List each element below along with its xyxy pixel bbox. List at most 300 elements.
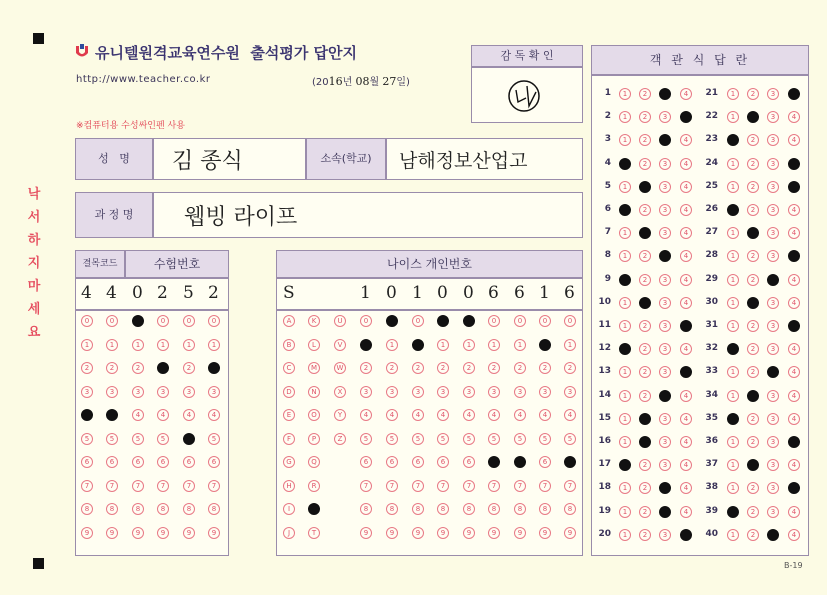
nice-letter-bubble[interactable]: N	[308, 386, 320, 398]
exam-digit-bubble[interactable]: 2	[81, 362, 93, 374]
nice-digit-bubble[interactable]: 5	[514, 433, 526, 445]
nice-letter-bubble[interactable]: P	[308, 433, 320, 445]
exam-digit-bubble[interactable]: 1	[183, 339, 195, 351]
nice-digit-bubble[interactable]	[437, 315, 449, 327]
nice-letter-bubble[interactable]: R	[308, 480, 320, 492]
answer-bubble[interactable]: 3	[767, 413, 779, 425]
exam-digit-bubble[interactable]: 6	[208, 456, 220, 468]
nice-digit-bubble[interactable]: 1	[386, 339, 398, 351]
nice-letter-bubble[interactable]: A	[283, 315, 295, 327]
nice-digit-bubble[interactable]: 8	[437, 503, 449, 515]
nice-letter-bubble[interactable]: O	[308, 409, 320, 421]
nice-digit-bubble[interactable]: 6	[360, 456, 372, 468]
nice-digit-bubble[interactable]: 4	[488, 409, 500, 421]
answer-bubble[interactable]: 2	[639, 482, 651, 494]
exam-digit-bubble[interactable]: 8	[157, 503, 169, 515]
nice-digit-bubble[interactable]: 1	[437, 339, 449, 351]
answer-bubble[interactable]: 1	[619, 88, 631, 100]
exam-digit-bubble[interactable]: 0	[183, 315, 195, 327]
answer-bubble[interactable]: 3	[659, 274, 671, 286]
nice-digit-bubble[interactable]: 7	[386, 480, 398, 492]
exam-digit-bubble[interactable]: 1	[132, 339, 144, 351]
exam-digit-bubble[interactable]: 4	[208, 409, 220, 421]
nice-digit-bubble[interactable]: 7	[514, 480, 526, 492]
exam-digit-bubble[interactable]: 3	[132, 386, 144, 398]
exam-digit-bubble[interactable]: 0	[157, 315, 169, 327]
answer-bubble[interactable]	[788, 88, 800, 100]
nice-digit-bubble[interactable]: 4	[437, 409, 449, 421]
nice-letter-bubble[interactable]: V	[334, 339, 346, 351]
answer-bubble[interactable]: 3	[767, 459, 779, 471]
answer-bubble[interactable]	[788, 158, 800, 170]
answer-bubble[interactable]: 2	[747, 204, 759, 216]
answer-bubble[interactable]: 3	[767, 390, 779, 402]
nice-digit-bubble[interactable]: 5	[412, 433, 424, 445]
nice-digit-bubble[interactable]: 0	[360, 315, 372, 327]
answer-bubble[interactable]: 1	[619, 482, 631, 494]
nice-digit-bubble[interactable]: 4	[360, 409, 372, 421]
answer-bubble[interactable]: 2	[747, 181, 759, 193]
answer-bubble[interactable]: 1	[619, 390, 631, 402]
answer-bubble[interactable]: 3	[659, 204, 671, 216]
answer-bubble[interactable]	[639, 413, 651, 425]
nice-digit-bubble[interactable]: 7	[564, 480, 576, 492]
answer-bubble[interactable]	[747, 297, 759, 309]
answer-bubble[interactable]: 2	[747, 506, 759, 518]
answer-bubble[interactable]: 1	[619, 250, 631, 262]
answer-bubble[interactable]: 3	[767, 343, 779, 355]
nice-digit-bubble[interactable]: 5	[386, 433, 398, 445]
answer-bubble[interactable]	[659, 390, 671, 402]
answer-bubble[interactable]: 3	[767, 506, 779, 518]
nice-letter-bubble[interactable]: H	[283, 480, 295, 492]
answer-bubble[interactable]: 1	[727, 111, 739, 123]
answer-bubble[interactable]: 3	[659, 413, 671, 425]
nice-digit-bubble[interactable]: 7	[437, 480, 449, 492]
nice-digit-bubble[interactable]: 3	[437, 386, 449, 398]
exam-digit-bubble[interactable]: 8	[81, 503, 93, 515]
answer-bubble[interactable]: 1	[727, 436, 739, 448]
answer-bubble[interactable]: 3	[659, 158, 671, 170]
answer-bubble[interactable]: 4	[680, 181, 692, 193]
answer-bubble[interactable]	[727, 506, 739, 518]
nice-digit-bubble[interactable]: 8	[488, 503, 500, 515]
answer-bubble[interactable]: 4	[788, 111, 800, 123]
answer-bubble[interactable]: 2	[639, 134, 651, 146]
answer-bubble[interactable]	[680, 529, 692, 541]
nice-letter-bubble[interactable]: D	[283, 386, 295, 398]
exam-digit-bubble[interactable]: 7	[157, 480, 169, 492]
nice-digit-bubble[interactable]: 7	[488, 480, 500, 492]
answer-bubble[interactable]: 3	[767, 436, 779, 448]
answer-bubble[interactable]: 4	[788, 297, 800, 309]
nice-digit-bubble[interactable]: 1	[463, 339, 475, 351]
answer-bubble[interactable]: 4	[788, 134, 800, 146]
nice-digit-bubble[interactable]: 2	[412, 362, 424, 374]
nice-digit-bubble[interactable]: 8	[386, 503, 398, 515]
nice-digit-bubble[interactable]	[514, 456, 526, 468]
nice-letter-bubble[interactable]: L	[308, 339, 320, 351]
nice-digit-bubble[interactable]	[386, 315, 398, 327]
exam-digit-bubble[interactable]: 3	[81, 386, 93, 398]
answer-bubble[interactable]: 3	[659, 181, 671, 193]
answer-bubble[interactable]	[639, 181, 651, 193]
exam-digit-bubble[interactable]: 3	[208, 386, 220, 398]
exam-digit-bubble[interactable]: 0	[81, 315, 93, 327]
answer-bubble[interactable]: 2	[747, 366, 759, 378]
answer-bubble[interactable]: 3	[767, 227, 779, 239]
exam-digit-bubble[interactable]: 3	[183, 386, 195, 398]
answer-bubble[interactable]: 4	[788, 274, 800, 286]
answer-bubble[interactable]: 4	[680, 506, 692, 518]
answer-bubble[interactable]: 1	[619, 366, 631, 378]
answer-bubble[interactable]: 2	[639, 111, 651, 123]
nice-digit-bubble[interactable]	[360, 339, 372, 351]
exam-digit-bubble[interactable]: 2	[132, 362, 144, 374]
nice-digit-bubble[interactable]: 2	[488, 362, 500, 374]
exam-digit-bubble[interactable]: 5	[157, 433, 169, 445]
nice-letter-bubble[interactable]: F	[283, 433, 295, 445]
nice-digit-bubble[interactable]: 3	[564, 386, 576, 398]
nice-digit-bubble[interactable]: 9	[412, 527, 424, 539]
nice-digit-bubble[interactable]	[463, 315, 475, 327]
exam-digit-bubble[interactable]: 9	[106, 527, 118, 539]
answer-bubble[interactable]: 2	[639, 88, 651, 100]
answer-bubble[interactable]: 2	[747, 320, 759, 332]
exam-digit-bubble[interactable]: 7	[208, 480, 220, 492]
exam-digit-bubble[interactable]: 7	[106, 480, 118, 492]
answer-bubble[interactable]: 2	[639, 366, 651, 378]
answer-bubble[interactable]: 2	[747, 134, 759, 146]
answer-bubble[interactable]	[747, 390, 759, 402]
answer-bubble[interactable]: 2	[747, 529, 759, 541]
answer-bubble[interactable]: 2	[747, 88, 759, 100]
exam-digit-bubble[interactable]: 1	[157, 339, 169, 351]
answer-bubble[interactable]: 1	[619, 111, 631, 123]
answer-bubble[interactable]: 3	[659, 343, 671, 355]
nice-digit-bubble[interactable]: 4	[514, 409, 526, 421]
answer-bubble[interactable]: 4	[680, 227, 692, 239]
nice-digit-bubble[interactable]: 8	[564, 503, 576, 515]
answer-bubble[interactable]	[659, 88, 671, 100]
exam-digit-bubble[interactable]: 5	[132, 433, 144, 445]
exam-digit-bubble[interactable]: 1	[81, 339, 93, 351]
nice-digit-bubble[interactable]: 9	[360, 527, 372, 539]
exam-digit-bubble[interactable]: 8	[208, 503, 220, 515]
answer-bubble[interactable]: 4	[680, 459, 692, 471]
nice-letter-bubble[interactable]: J	[283, 527, 295, 539]
answer-bubble[interactable]: 1	[727, 390, 739, 402]
exam-digit-bubble[interactable]: 9	[81, 527, 93, 539]
nice-digit-bubble[interactable]: 6	[386, 456, 398, 468]
answer-bubble[interactable]: 3	[767, 134, 779, 146]
answer-bubble[interactable]: 1	[619, 297, 631, 309]
exam-digit-bubble[interactable]: 5	[81, 433, 93, 445]
nice-digit-bubble[interactable]	[412, 339, 424, 351]
nice-digit-bubble[interactable]: 4	[412, 409, 424, 421]
nice-digit-bubble[interactable]: 7	[463, 480, 475, 492]
answer-bubble[interactable]: 4	[680, 88, 692, 100]
answer-bubble[interactable]: 4	[788, 390, 800, 402]
answer-bubble[interactable]: 3	[659, 320, 671, 332]
exam-digit-bubble[interactable]	[208, 362, 220, 374]
answer-bubble[interactable]	[788, 181, 800, 193]
answer-bubble[interactable]: 1	[619, 227, 631, 239]
nice-digit-bubble[interactable]: 4	[539, 409, 551, 421]
nice-digit-bubble[interactable]: 5	[360, 433, 372, 445]
answer-bubble[interactable]: 1	[619, 320, 631, 332]
nice-digit-bubble[interactable]: 5	[437, 433, 449, 445]
answer-bubble[interactable]: 1	[727, 320, 739, 332]
answer-bubble[interactable]: 4	[788, 413, 800, 425]
answer-bubble[interactable]: 4	[680, 482, 692, 494]
answer-bubble[interactable]: 2	[747, 274, 759, 286]
exam-digit-bubble[interactable]: 9	[183, 527, 195, 539]
nice-digit-bubble[interactable]: 5	[539, 433, 551, 445]
exam-digit-bubble[interactable]: 6	[81, 456, 93, 468]
nice-digit-bubble[interactable]: 2	[539, 362, 551, 374]
answer-bubble[interactable]: 3	[659, 297, 671, 309]
exam-digit-bubble[interactable]: 3	[106, 386, 118, 398]
answer-bubble[interactable]: 1	[727, 158, 739, 170]
answer-bubble[interactable]: 4	[680, 390, 692, 402]
nice-digit-bubble[interactable]: 0	[412, 315, 424, 327]
answer-bubble[interactable]: 3	[659, 436, 671, 448]
exam-digit-bubble[interactable]: 8	[132, 503, 144, 515]
exam-digit-bubble[interactable]: 1	[106, 339, 118, 351]
answer-bubble[interactable]	[767, 529, 779, 541]
nice-digit-bubble[interactable]: 3	[463, 386, 475, 398]
nice-digit-bubble[interactable]: 5	[564, 433, 576, 445]
nice-digit-bubble[interactable]: 9	[488, 527, 500, 539]
exam-digit-bubble[interactable]: 9	[208, 527, 220, 539]
nice-letter-bubble[interactable]: G	[283, 456, 295, 468]
exam-digit-bubble[interactable]: 2	[183, 362, 195, 374]
answer-bubble[interactable]: 2	[639, 274, 651, 286]
nice-digit-bubble[interactable]: 4	[386, 409, 398, 421]
nice-digit-bubble[interactable]: 9	[463, 527, 475, 539]
answer-bubble[interactable]	[619, 158, 631, 170]
nice-digit-bubble[interactable]: 9	[386, 527, 398, 539]
exam-digit-bubble[interactable]: 2	[106, 362, 118, 374]
answer-bubble[interactable]: 4	[680, 436, 692, 448]
nice-digit-bubble[interactable]: 0	[539, 315, 551, 327]
answer-bubble[interactable]	[727, 204, 739, 216]
answer-bubble[interactable]: 3	[659, 529, 671, 541]
exam-digit-bubble[interactable]: 9	[157, 527, 169, 539]
nice-digit-bubble[interactable]: 3	[412, 386, 424, 398]
answer-bubble[interactable]: 3	[767, 204, 779, 216]
answer-bubble[interactable]: 1	[727, 529, 739, 541]
nice-digit-bubble[interactable]: 7	[360, 480, 372, 492]
answer-bubble[interactable]	[788, 436, 800, 448]
answer-bubble[interactable]	[619, 204, 631, 216]
exam-digit-bubble[interactable]	[81, 409, 93, 421]
nice-digit-bubble[interactable]: 8	[539, 503, 551, 515]
nice-letter-bubble[interactable]: B	[283, 339, 295, 351]
answer-bubble[interactable]: 2	[747, 436, 759, 448]
affiliation-field[interactable]	[386, 138, 583, 180]
nice-letter-bubble[interactable]: I	[283, 503, 295, 515]
exam-digit-bubble[interactable]: 6	[183, 456, 195, 468]
exam-digit-bubble[interactable]: 8	[106, 503, 118, 515]
nice-digit-bubble[interactable]: 8	[514, 503, 526, 515]
nice-digit-bubble[interactable]: 4	[564, 409, 576, 421]
exam-digit-bubble[interactable]: 4	[132, 409, 144, 421]
nice-digit-bubble[interactable]: 2	[463, 362, 475, 374]
answer-bubble[interactable]	[619, 274, 631, 286]
exam-digit-bubble[interactable]: 5	[208, 433, 220, 445]
nice-letter-bubble[interactable]: Q	[308, 456, 320, 468]
nice-letter-bubble[interactable]: E	[283, 409, 295, 421]
answer-bubble[interactable]: 2	[639, 390, 651, 402]
nice-digit-bubble[interactable]	[564, 456, 576, 468]
nice-digit-bubble[interactable]: 3	[386, 386, 398, 398]
exam-digit-bubble[interactable]: 1	[208, 339, 220, 351]
nice-letter-bubble[interactable]: Z	[334, 433, 346, 445]
nice-digit-bubble[interactable]	[488, 456, 500, 468]
answer-bubble[interactable]: 1	[619, 506, 631, 518]
exam-digit-bubble[interactable]: 7	[81, 480, 93, 492]
answer-bubble[interactable]: 2	[747, 250, 759, 262]
nice-digit-bubble[interactable]: 6	[463, 456, 475, 468]
nice-digit-bubble[interactable]: 3	[539, 386, 551, 398]
answer-bubble[interactable]: 3	[659, 227, 671, 239]
nice-digit-bubble[interactable]: 9	[539, 527, 551, 539]
nice-digit-bubble[interactable]: 1	[564, 339, 576, 351]
nice-letter-bubble[interactable]: X	[334, 386, 346, 398]
exam-digit-bubble[interactable]: 5	[106, 433, 118, 445]
answer-bubble[interactable]: 3	[659, 459, 671, 471]
exam-digit-bubble[interactable]: 0	[208, 315, 220, 327]
answer-bubble[interactable]: 4	[788, 459, 800, 471]
answer-bubble[interactable]	[659, 506, 671, 518]
nice-digit-bubble[interactable]: 8	[463, 503, 475, 515]
answer-bubble[interactable]: 1	[727, 459, 739, 471]
nice-digit-bubble[interactable]: 7	[539, 480, 551, 492]
nice-digit-bubble[interactable]: 7	[412, 480, 424, 492]
nice-digit-bubble[interactable]: 2	[514, 362, 526, 374]
exam-digit-bubble[interactable]: 0	[106, 315, 118, 327]
answer-bubble[interactable]: 2	[639, 343, 651, 355]
nice-digit-bubble[interactable]: 5	[463, 433, 475, 445]
nice-digit-bubble[interactable]: 0	[564, 315, 576, 327]
answer-bubble[interactable]: 2	[747, 413, 759, 425]
nice-digit-bubble[interactable]: 5	[488, 433, 500, 445]
nice-letter-bubble[interactable]: T	[308, 527, 320, 539]
nice-digit-bubble[interactable]: 6	[412, 456, 424, 468]
answer-bubble[interactable]: 3	[659, 111, 671, 123]
answer-bubble[interactable]: 1	[727, 88, 739, 100]
exam-digit-bubble[interactable]: 6	[132, 456, 144, 468]
answer-bubble[interactable]: 2	[747, 343, 759, 355]
answer-bubble[interactable]: 1	[727, 250, 739, 262]
answer-bubble[interactable]: 1	[619, 529, 631, 541]
exam-digit-bubble[interactable]	[183, 433, 195, 445]
name-field[interactable]	[153, 138, 306, 180]
answer-bubble[interactable]: 4	[680, 297, 692, 309]
answer-bubble[interactable]: 4	[788, 343, 800, 355]
answer-bubble[interactable]: 1	[727, 366, 739, 378]
nice-letter-bubble[interactable]: U	[334, 315, 346, 327]
nice-digit-bubble[interactable]: 9	[564, 527, 576, 539]
answer-bubble[interactable]: 1	[727, 297, 739, 309]
answer-bubble[interactable]: 3	[767, 88, 779, 100]
answer-bubble[interactable]: 1	[727, 181, 739, 193]
exam-digit-bubble[interactable]	[132, 315, 144, 327]
exam-digit-bubble[interactable]: 7	[132, 480, 144, 492]
nice-digit-bubble[interactable]: 6	[437, 456, 449, 468]
answer-bubble[interactable]: 3	[767, 111, 779, 123]
nice-letter-bubble[interactable]: C	[283, 362, 295, 374]
exam-digit-bubble[interactable]: 4	[183, 409, 195, 421]
nice-digit-bubble[interactable]: 9	[437, 527, 449, 539]
answer-bubble[interactable]: 3	[767, 181, 779, 193]
nice-letter-bubble[interactable]: Y	[334, 409, 346, 421]
answer-bubble[interactable]	[639, 297, 651, 309]
answer-bubble[interactable]: 3	[767, 482, 779, 494]
nice-digit-bubble[interactable]: 8	[412, 503, 424, 515]
nice-letter-bubble[interactable]: K	[308, 315, 320, 327]
answer-bubble[interactable]: 3	[659, 366, 671, 378]
answer-bubble[interactable]: 1	[727, 482, 739, 494]
nice-digit-bubble[interactable]: 1	[488, 339, 500, 351]
nice-digit-bubble[interactable]: 2	[564, 362, 576, 374]
nice-digit-bubble[interactable]: 1	[514, 339, 526, 351]
answer-bubble[interactable]: 2	[639, 506, 651, 518]
exam-digit-bubble[interactable]: 3	[157, 386, 169, 398]
answer-bubble[interactable]	[727, 413, 739, 425]
nice-digit-bubble[interactable]: 2	[360, 362, 372, 374]
answer-bubble[interactable]: 4	[788, 204, 800, 216]
answer-bubble[interactable]	[639, 436, 651, 448]
nice-letter-bubble[interactable]: M	[308, 362, 320, 374]
exam-digit-bubble[interactable]	[106, 409, 118, 421]
answer-bubble[interactable]	[767, 274, 779, 286]
answer-bubble[interactable]: 1	[619, 134, 631, 146]
answer-bubble[interactable]	[680, 320, 692, 332]
answer-bubble[interactable]: 4	[680, 274, 692, 286]
exam-digit-bubble[interactable]: 6	[157, 456, 169, 468]
answer-bubble[interactable]: 4	[680, 343, 692, 355]
answer-bubble[interactable]: 2	[639, 158, 651, 170]
answer-bubble[interactable]: 2	[747, 482, 759, 494]
answer-bubble[interactable]: 4	[788, 529, 800, 541]
answer-bubble[interactable]: 4	[680, 413, 692, 425]
answer-bubble[interactable]: 3	[767, 158, 779, 170]
nice-digit-bubble[interactable]	[539, 339, 551, 351]
exam-digit-bubble[interactable]: 6	[106, 456, 118, 468]
answer-bubble[interactable]: 1	[619, 436, 631, 448]
nice-digit-bubble[interactable]: 9	[514, 527, 526, 539]
answer-bubble[interactable]: 1	[727, 227, 739, 239]
nice-digit-bubble[interactable]: 2	[437, 362, 449, 374]
answer-bubble[interactable]: 3	[767, 297, 779, 309]
answer-bubble[interactable]: 3	[767, 250, 779, 262]
exam-digit-bubble[interactable]: 9	[132, 527, 144, 539]
answer-bubble[interactable]: 2	[639, 250, 651, 262]
answer-bubble[interactable]: 2	[639, 459, 651, 471]
nice-digit-bubble[interactable]: 6	[539, 456, 551, 468]
answer-bubble[interactable]: 3	[767, 320, 779, 332]
answer-bubble[interactable]: 1	[619, 413, 631, 425]
answer-bubble[interactable]: 4	[788, 366, 800, 378]
answer-bubble[interactable]: 2	[747, 158, 759, 170]
exam-digit-bubble[interactable]: 7	[183, 480, 195, 492]
answer-bubble[interactable]: 4	[680, 250, 692, 262]
nice-digit-bubble[interactable]: 2	[386, 362, 398, 374]
answer-bubble[interactable]: 4	[788, 506, 800, 518]
